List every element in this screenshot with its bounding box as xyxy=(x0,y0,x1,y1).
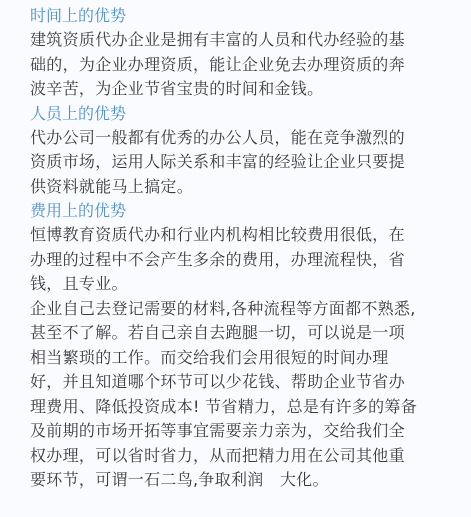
section-paragraph-cost-1: 恒博教育资质代办和行业内机构相比较费用很低，在 办理的过程中不会产生多余的费用，办理流程快，省 钱，且专业。 xyxy=(30,225,405,293)
section-heading-staff: 人员上的优势 xyxy=(30,103,127,123)
section-paragraph-time: 建筑资质代办企业是拥有丰富的人员和代办经验的基 础的，为企业办理资质，能让企业免去办理资质的奔 波辛苦，为企业节省宝贵的时间和金钱。 xyxy=(30,30,405,98)
section-paragraph-cost-2: 企业自己去登记需要的材料,各种流程等方面都不熟悉, 甚至不了解。若自己亲自去跑腿一切，可以说是一项 相当繁琐的工作。而交给我们会用很短的时间办理 好，并且知道哪个环节可以少花钱、帮助企业节省办 理费用、降低投资成本! 节省精力，总是有许多的筹备 及前期的市场开拓等事宜需要亲力亲为，交给我们全 权办理，可以省时省力，从而把精力用在公司其他重 要环节，可谓一石二鸟,争取利润 大化。 xyxy=(30,298,418,489)
section-heading-cost: 费用上的优势 xyxy=(30,201,127,220)
section-heading-time: 时间上的优势 xyxy=(30,6,127,25)
section-paragraph-staff: 代办公司一般都有优秀的办公人员，能在竞争激烈的 资质市场，运用人际关系和丰富的经验让企业只要提 供资料就能马上搞定。 xyxy=(30,127,405,196)
